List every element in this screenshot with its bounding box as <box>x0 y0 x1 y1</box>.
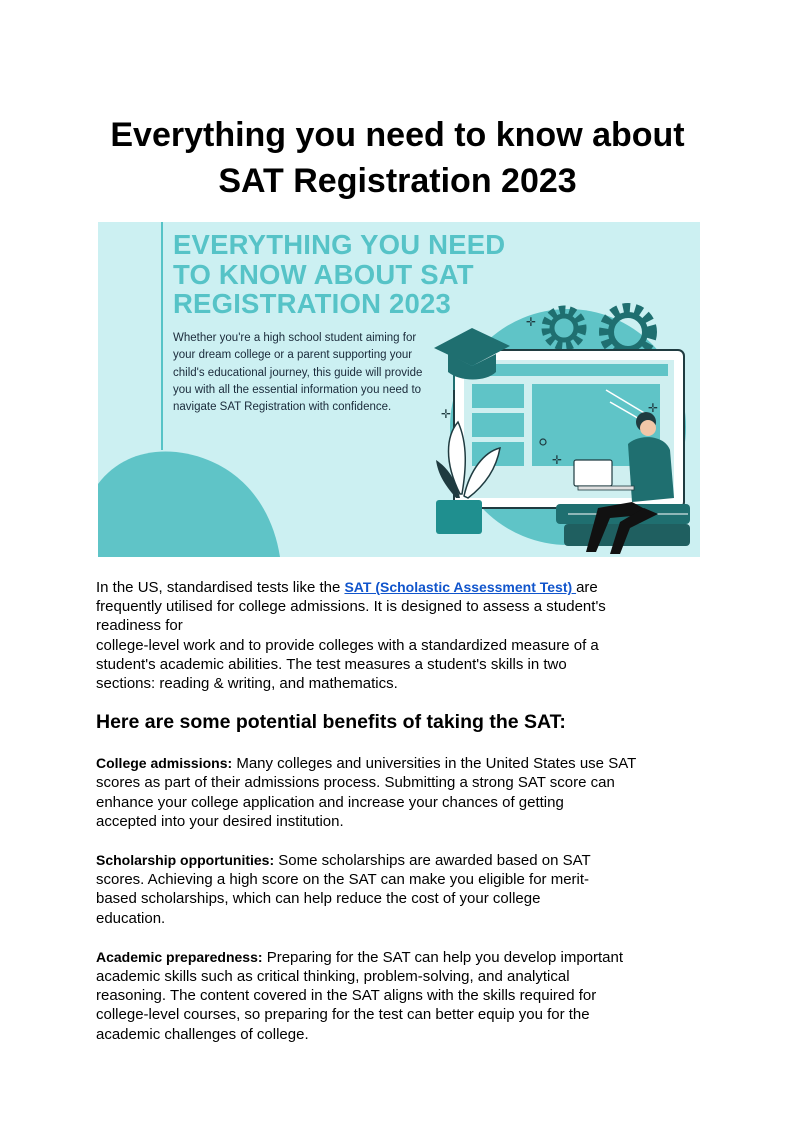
intro-line-3: readiness for <box>96 617 183 635</box>
intro-line-2: frequently utilised for college admissions. It is designed to assess a student's <box>96 598 606 616</box>
intro-paragraph <box>96 578 696 693</box>
benefit-label: Scholarship opportunities: <box>96 852 275 869</box>
banner-lead-line-4: you with all the essential information you need to <box>173 383 422 396</box>
benefit-scholarship-opportunities <box>96 851 696 928</box>
benefit-line: scores as part of their admissions process. Submitting a strong SAT score can <box>96 774 615 792</box>
intro-line1-tail: are <box>576 579 598 596</box>
benefit-line: scores. Achieving a high score on the SAT can make you eligible for merit- <box>96 871 590 889</box>
banner-lead-line-1: Whether you're a high school student aiming for <box>173 332 417 344</box>
benefit-line: based scholarships, which can help reduce the cost of your college <box>96 890 541 908</box>
benefit-line: reasoning. The content covered in the SAT aligns with the skills required for <box>96 987 597 1005</box>
banner-lead-text <box>173 330 441 416</box>
sat-link[interactable]: SAT (Scholastic Assessment Test) <box>344 579 577 595</box>
benefits-heading: Here are some potential benefits of taking the SAT: <box>96 711 566 734</box>
accent-line <box>161 222 163 450</box>
intro-line-4: college-level work and to provide colleges with a standardized measure of a <box>96 636 599 654</box>
intro-line-6: sections: reading & writing, and mathematics. <box>96 675 398 693</box>
benefit-line: education. <box>96 909 166 927</box>
banner-heading <box>173 230 593 319</box>
intro-text-lead: In the US, standardised tests like the <box>96 579 345 596</box>
page-title-line-1: Everything you need to know about <box>110 116 685 154</box>
benefit-line: Many colleges and universities in the United States use SAT <box>232 755 637 773</box>
page-title <box>60 112 735 204</box>
decorative-blob <box>98 452 280 557</box>
intro-line-5: student's academic abilities. The test measures a student's skills in two <box>96 655 567 673</box>
banner-lead-line-3: child's educational journey, this guide will provide <box>173 366 423 379</box>
laptop-icon <box>574 460 612 486</box>
benefit-line: academic challenges of college. <box>96 1025 309 1043</box>
page-title-line-2: SAT Registration 2023 <box>218 162 577 200</box>
benefit-line: college-level courses, so preparing for the test can better equip you for the <box>96 1006 590 1024</box>
benefit-label: College admissions: <box>96 755 233 772</box>
sparkle-icon: ✛ <box>648 401 659 415</box>
benefit-line: academic skills such as critical thinking, problem-solving, and analytical <box>96 968 570 986</box>
benefit-label: Academic preparedness: <box>96 948 263 965</box>
banner-heading-line-3: REGISTRATION 2023 <box>173 288 451 319</box>
benefit-line: enhance your college application and increase your chances of getting <box>96 793 564 811</box>
benefit-college-admissions <box>96 754 696 831</box>
benefit-line: accepted into your desired institution. <box>96 812 344 830</box>
sparkle-icon: ✛ <box>552 453 563 467</box>
banner-heading-line-1: EVERYTHING YOU NEED <box>173 229 506 260</box>
banner-lead-line-5: navigate SAT Registration with confidence. <box>173 401 392 414</box>
article-body <box>96 578 696 1044</box>
benefit-academic-preparedness <box>96 948 696 1044</box>
banner-heading-line-2: TO KNOW ABOUT SAT <box>173 258 474 290</box>
sparkle-icon: ✛ <box>441 407 452 421</box>
benefit-line: Preparing for the SAT can help you develop important <box>262 948 624 966</box>
benefit-line: Some scholarships are awarded based on SAT <box>274 852 591 870</box>
banner-illustration <box>98 222 700 557</box>
sparkle-icon: ✛ <box>526 315 537 329</box>
banner-lead-line-2: your dream college or a parent supporting your <box>173 349 413 362</box>
